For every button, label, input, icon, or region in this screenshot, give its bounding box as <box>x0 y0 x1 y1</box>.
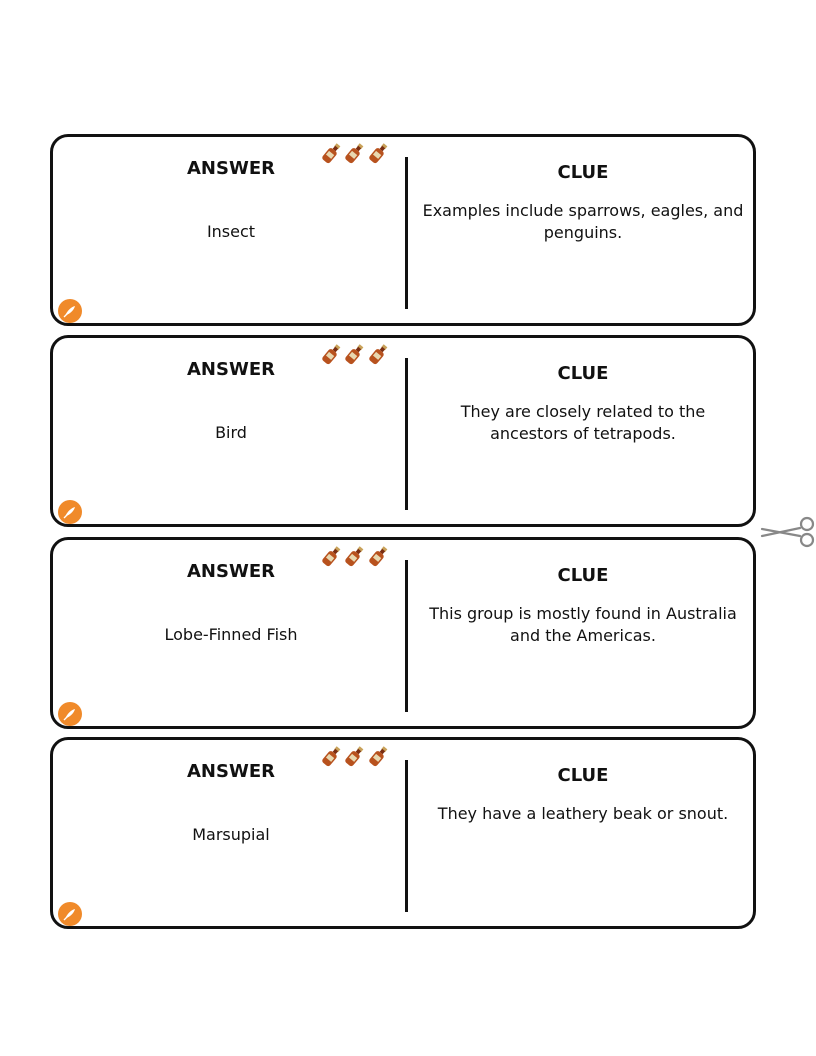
card-3 <box>50 537 756 729</box>
bottle-icon <box>344 744 365 768</box>
card-divider <box>405 760 408 912</box>
card-divider <box>405 358 408 510</box>
answer-heading: ANSWER <box>187 761 275 782</box>
difficulty-rating <box>321 141 389 165</box>
quill-icon <box>58 500 82 524</box>
bottle-icon <box>321 544 342 568</box>
answer-text: Bird <box>215 423 247 442</box>
answer-heading: ANSWER <box>187 158 275 179</box>
clue-heading: CLUE <box>557 565 609 586</box>
answer-heading: ANSWER <box>187 561 275 582</box>
clue-heading: CLUE <box>557 363 609 384</box>
answer-text: Insect <box>206 222 256 241</box>
bottle-icon <box>344 141 365 165</box>
bottle-icon <box>368 744 389 768</box>
clue-text: They have a leathery beak or snout. <box>437 804 729 823</box>
difficulty-rating <box>321 544 389 568</box>
bottle-icon <box>368 544 389 568</box>
difficulty-rating <box>321 342 389 366</box>
bottle-icon <box>321 744 342 768</box>
answer-heading: ANSWER <box>187 359 275 380</box>
clue-text: Examples include sparrows, eagles, and penguins. <box>422 201 744 242</box>
clue-heading: CLUE <box>557 765 609 786</box>
clue-heading: CLUE <box>557 162 609 183</box>
card-4 <box>50 737 756 929</box>
clue-text: They are closely related to the ancestors of tetrapods. <box>460 402 706 443</box>
quill-icon <box>58 702 82 726</box>
quill-icon <box>58 299 82 323</box>
answer-text: Marsupial <box>192 825 270 844</box>
bottle-icon <box>368 141 389 165</box>
bottle-icon <box>344 544 365 568</box>
answer-text: Lobe-Finned Fish <box>164 625 298 644</box>
clue-text: This group is mostly found in Australia and the Americas. <box>429 604 737 645</box>
card-divider <box>405 157 408 309</box>
bottle-icon <box>368 342 389 366</box>
card-divider <box>405 560 408 712</box>
scissors-icon <box>760 516 816 548</box>
bottle-icon <box>344 342 365 366</box>
card-1 <box>50 134 756 326</box>
quill-icon <box>58 902 82 926</box>
card-2 <box>50 335 756 527</box>
bottle-icon <box>321 141 342 165</box>
bottle-icon <box>321 342 342 366</box>
difficulty-rating <box>321 744 389 768</box>
